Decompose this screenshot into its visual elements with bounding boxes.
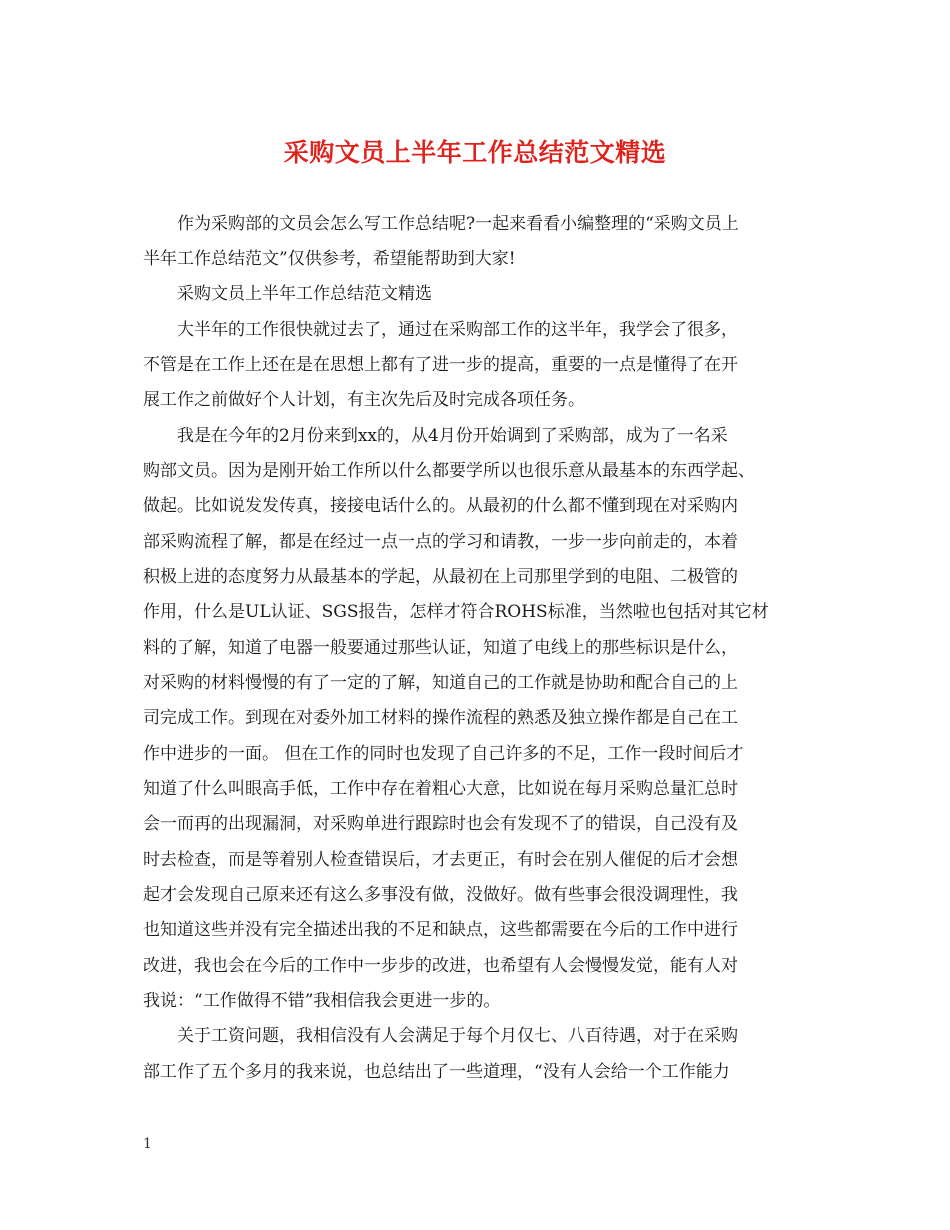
text-line: 展工作之前做好个人计划，有主次先后及时完成各项任务。 <box>143 390 585 410</box>
text-line: 改进，我也会在今后的工作中一步步的改进，也希望有人会慢慢发觉，能有人对 <box>143 956 738 976</box>
text-line: 我说：“工作做得不错”我相信我会更进一步的。 <box>143 991 501 1011</box>
text-line: 起才会发现自己原来还有这么多事没有做，没做好。做有些事会很没调理性，我 <box>143 885 738 905</box>
text-line: 知道了什么叫眼高手低，工作中存在着粗心大意，比如说在每月采购总量汇总时 <box>143 779 738 799</box>
text-line: 会一而再的出现漏洞，对采购单进行跟踪时也会有发现不了的错误，自己没有及 <box>143 814 738 834</box>
text-line: 时去检查，而是等着别人检查错误后，才去更正，有时会在别人催促的后才会想 <box>143 850 738 870</box>
text-line: 部工作了五个多月的我来说，也总结出了一些道理，“没有人会给一个工作能力 <box>143 1062 730 1082</box>
text-line: 也知道这些并没有完全描述出我的不足和缺点，这些都需要在今后的工作中进行 <box>143 920 738 940</box>
text-line: 作用，什么是UL认证、SGS报告，怎样才符合ROHS标准，当然啦也包括对其它材 <box>143 602 769 622</box>
text-line: 半年工作总结范文”仅供参考，希望能帮助到大家! <box>143 249 516 269</box>
text-line: 作为采购部的文员会怎么写工作总结呢?一起来看看小编整理的“采购文员上 <box>177 214 739 234</box>
text-line: 做起。比如说发发传真，接接电话什么的。从最初的什么都不懂到现在对采购内 <box>143 496 738 516</box>
text-line: 购部文员。因为是刚开始工作所以什么都要学所以也很乐意从最基本的东西学起、 <box>143 461 755 481</box>
text-line: 积极上进的态度努力从最基本的学起，从最初在上司那里学到的电阻、二极管的 <box>143 567 738 587</box>
text-line: 部采购流程了解，都是在经过一点一点的学习和请教，一步一步向前走的，本着 <box>143 532 738 552</box>
text-line: 作中进步的一面。 但在工作的同时也发现了自己许多的不足，工作一段时间后才 <box>143 744 744 764</box>
text-line: 大半年的工作很快就过去了，通过在采购部工作的这半年，我学会了很多， <box>177 320 738 340</box>
page-number: 1 <box>143 1136 152 1152</box>
text-line: 我是在今年的2月份来到xx的，从4月份开始调到了采购部，成为了一名采 <box>177 426 728 446</box>
text-line: 不管是在工作上还在是在思想上都有了进一步的提高，重要的一点是懂得了在开 <box>143 355 738 375</box>
text-line: 司完成工作。到现在对委外加工材料的操作流程的熟悉及独立操作都是自己在工 <box>143 708 738 728</box>
text-line: 关于工资问题，我相信没有人会满足于每个月仅七、八百待遇，对于在采购 <box>177 1026 738 1046</box>
document-title: 采购文员上半年工作总结范文精选 <box>283 138 667 167</box>
text-line: 对采购的材料慢慢的有了一定的了解，知道自己的工作就是协助和配合自己的上 <box>143 673 738 693</box>
text-line: 采购文员上半年工作总结范文精选 <box>177 284 432 304</box>
text-line: 料的了解，知道了电器一般要通过那些认证，知道了电线上的那些标识是什么， <box>143 638 738 658</box>
